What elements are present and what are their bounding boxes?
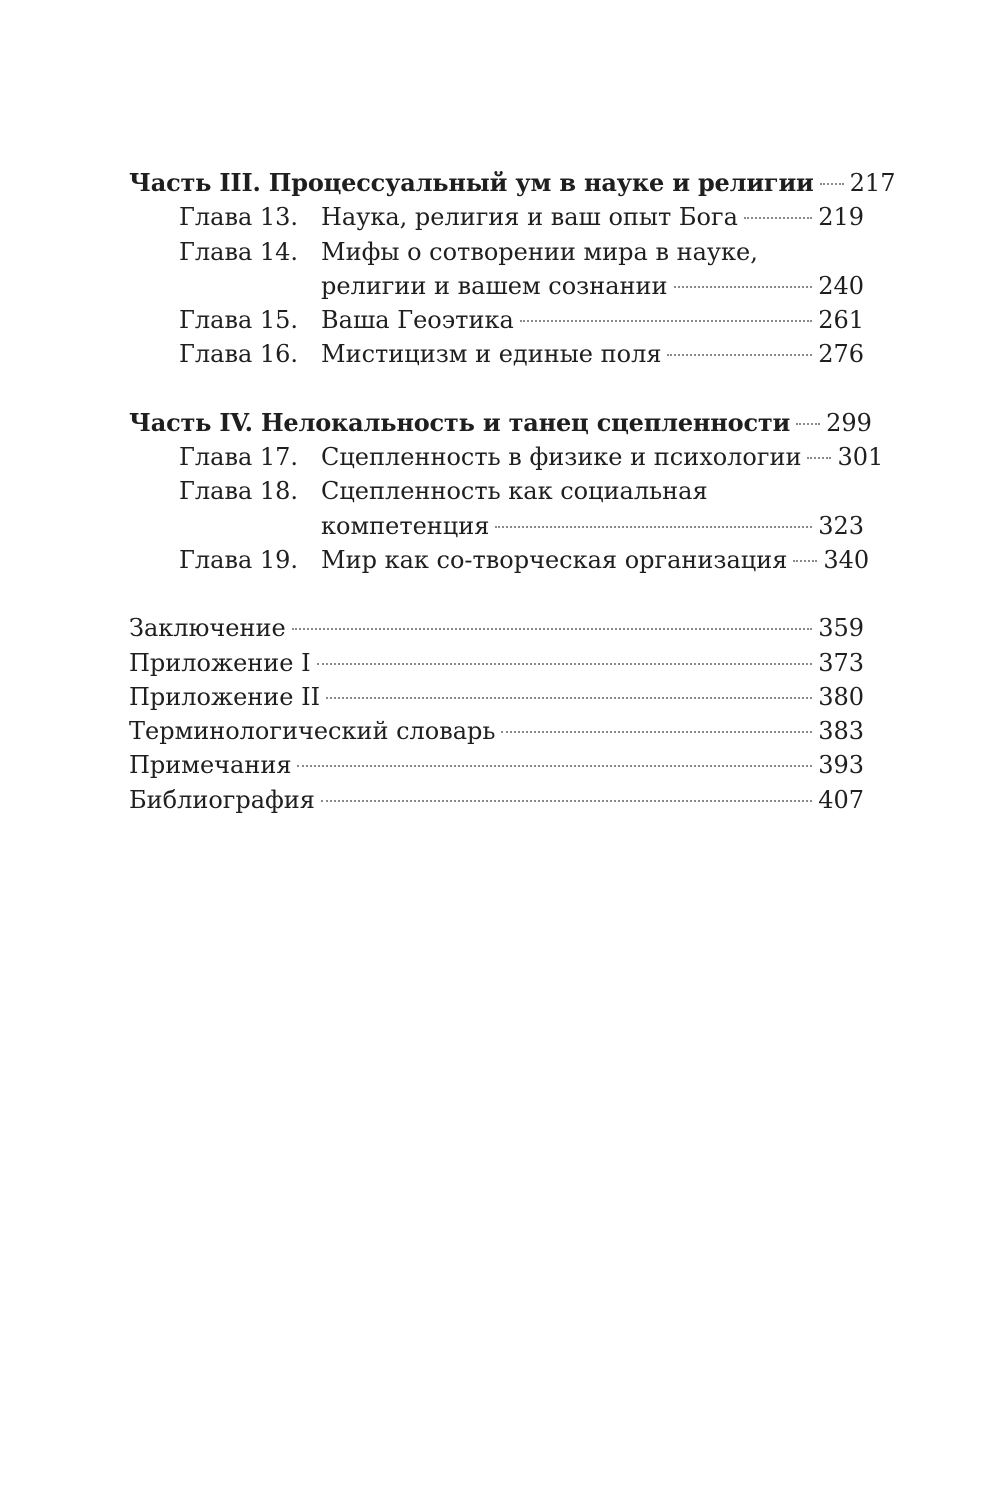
dot-leader xyxy=(501,731,812,733)
toc-chapter-14-continued xyxy=(129,269,864,303)
chapter-title: Ваша Геоэтика xyxy=(321,306,514,335)
page-number: 340 xyxy=(823,545,870,574)
dot-leader xyxy=(807,457,831,459)
page-number: 383 xyxy=(818,717,864,746)
dot-leader xyxy=(667,354,812,356)
dot-leader xyxy=(793,560,817,562)
page-number: 276 xyxy=(818,340,864,369)
chapter-label: Глава 13. xyxy=(179,203,299,232)
toc-appendix-2 xyxy=(129,680,864,714)
toc-appendix-1 xyxy=(129,646,864,680)
chapter-title: Мифы о сотворении мира в науке, xyxy=(321,237,758,266)
entry-title: Терминологический словарь xyxy=(129,717,496,746)
toc-chapter-18-continued xyxy=(129,509,864,543)
chapter-title: Мистицизм и единые поля xyxy=(321,340,662,369)
page-number: 261 xyxy=(818,306,864,335)
page-number: 217 xyxy=(849,169,896,197)
dot-leader xyxy=(796,423,820,425)
toc-conclusion xyxy=(129,611,864,645)
page-number: 407 xyxy=(818,785,864,814)
toc-chapter-14 xyxy=(129,235,864,269)
dot-leader xyxy=(317,663,813,665)
entry-title: Библиография xyxy=(129,785,315,814)
page-number: 393 xyxy=(818,751,864,780)
page-number: 373 xyxy=(818,648,864,677)
page-number: 219 xyxy=(818,203,864,232)
toc-chapter-16 xyxy=(129,337,864,371)
dot-leader xyxy=(744,217,812,219)
table-of-contents xyxy=(129,166,896,817)
chapter-title-continued: религии и вашем сознании xyxy=(321,271,668,300)
toc-chapter-19 xyxy=(129,543,870,577)
chapter-label: Глава 17. xyxy=(179,443,299,472)
part-title: Часть IV. Нелокальность и танец сцепленности xyxy=(129,407,791,437)
page-number: 359 xyxy=(818,614,864,643)
toc-part-4 xyxy=(129,406,872,440)
chapter-label: Глава 18. xyxy=(179,477,299,506)
section-spacer xyxy=(129,577,864,611)
page-number: 380 xyxy=(818,682,864,711)
toc-chapter-13 xyxy=(129,200,864,234)
entry-title: Примечания xyxy=(129,751,292,780)
dot-leader xyxy=(520,320,812,322)
chapter-title-continued: компетенция xyxy=(321,511,490,540)
toc-chapter-18 xyxy=(129,474,864,508)
entry-title: Приложение I xyxy=(129,648,311,677)
chapter-title: Сцепленность в физике и психологии xyxy=(321,443,802,472)
dot-leader xyxy=(297,765,812,767)
section-spacer xyxy=(129,372,864,406)
chapter-label: Глава 15. xyxy=(179,306,299,335)
dot-leader xyxy=(820,183,844,185)
dot-leader xyxy=(292,628,813,630)
chapter-title: Мир как со-творческая организация xyxy=(321,545,788,574)
toc-bibliography xyxy=(129,783,864,817)
chapter-title: Сцепленность как социальная xyxy=(321,477,708,506)
toc-notes xyxy=(129,748,864,782)
dot-leader xyxy=(495,526,812,528)
dot-leader xyxy=(674,286,813,288)
toc-glossary xyxy=(129,714,864,748)
chapter-label: Глава 16. xyxy=(179,340,299,369)
dot-leader xyxy=(326,697,812,699)
toc-part-3 xyxy=(129,166,896,200)
chapter-label: Глава 19. xyxy=(179,545,299,574)
dot-leader xyxy=(321,800,812,802)
entry-title: Заключение xyxy=(129,614,286,643)
chapter-label: Глава 14. xyxy=(179,237,299,266)
page-number: 240 xyxy=(818,271,864,300)
toc-chapter-17 xyxy=(129,440,884,474)
chapter-title: Наука, религия и ваш опыт Бога xyxy=(321,203,738,232)
page-number: 323 xyxy=(818,511,864,540)
toc-chapter-15 xyxy=(129,303,864,337)
entry-title: Приложение II xyxy=(129,682,321,711)
page-number: 299 xyxy=(826,408,872,437)
page-number: 301 xyxy=(837,443,884,472)
part-title: Часть III. Процессуальный ум в науке и религии xyxy=(129,168,814,197)
